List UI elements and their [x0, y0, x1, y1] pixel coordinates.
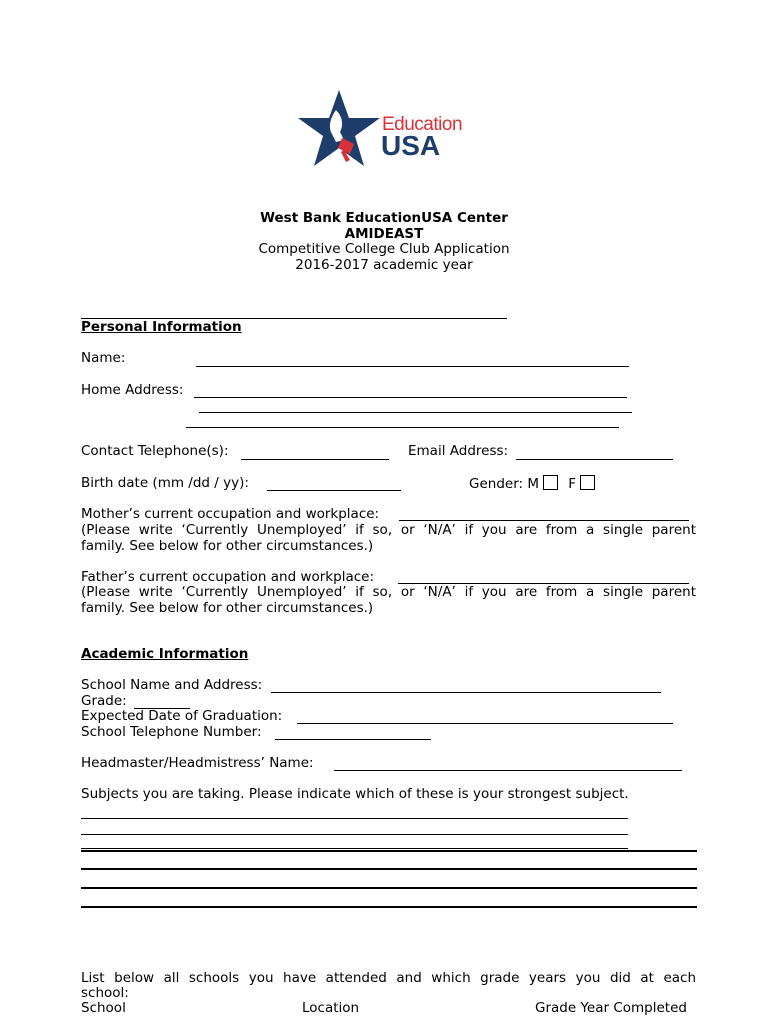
schools-intro-line1: List below all schools you have attended and which grade years you did at each	[81, 970, 696, 986]
mother-note-line1: (Please write ‘Currently Unemployed’ if so, or ‘N/A’ if you are from a single parent	[81, 522, 696, 538]
subjects-line[interactable]	[81, 834, 628, 835]
contact-telephone-label: Contact Telephone(s):	[81, 443, 229, 459]
headmaster-field[interactable]	[334, 770, 682, 771]
academic-year: 2016-2017 academic year	[295, 257, 473, 273]
subjects-line[interactable]	[81, 850, 697, 852]
subjects-line[interactable]	[81, 868, 697, 870]
mother-occupation-label: Mother’s current occupation and workplace:	[81, 506, 380, 522]
birth-date-label: Birth date (mm /dd / yy):	[81, 475, 249, 491]
contact-telephone-field[interactable]	[241, 459, 389, 460]
subjects-line[interactable]	[81, 848, 628, 849]
gender-m-checkbox[interactable]	[543, 475, 558, 490]
gender-group	[469, 475, 595, 492]
organization-name: AMIDEAST	[344, 226, 424, 242]
logo-word-education: Education	[382, 114, 463, 135]
column-header-grade-year: Grade Year Completed	[535, 1000, 687, 1016]
birth-date-field[interactable]	[267, 490, 401, 491]
personal-info-heading: Personal Information	[81, 319, 242, 335]
school-telephone-field[interactable]	[275, 739, 431, 740]
subjects-label: Subjects you are taking. Please indicate which of these is your strongest subject.	[81, 786, 629, 802]
column-header-location: Location	[302, 1000, 360, 1016]
school-telephone-label: School Telephone Number:	[81, 724, 262, 740]
father-occupation-label: Father’s current occupation and workplace:	[81, 569, 374, 585]
application-title: Competitive College Club Application	[258, 241, 510, 257]
home-address-label: Home Address:	[81, 382, 184, 398]
email-label: Email Address:	[408, 443, 509, 459]
gender-f-checkbox[interactable]	[580, 475, 595, 490]
subjects-line[interactable]	[81, 906, 697, 908]
gender-m-label: Gender: M	[469, 476, 539, 492]
graduation-date-label: Expected Date of Graduation:	[81, 708, 283, 724]
name-field[interactable]	[196, 366, 629, 367]
gender-f-label: F	[568, 476, 577, 492]
home-address-field-1[interactable]	[194, 397, 627, 398]
school-name-field[interactable]	[271, 692, 661, 693]
email-field[interactable]	[516, 459, 673, 460]
schools-intro-line2: school:	[81, 985, 129, 1001]
name-label: Name:	[81, 350, 126, 366]
center-title: West Bank EducationUSA Center	[260, 210, 508, 226]
school-name-label: School Name and Address:	[81, 677, 263, 693]
father-note-line1: (Please write ‘Currently Unemployed’ if so, or ‘N/A’ if you are from a single parent	[81, 584, 696, 600]
subjects-line[interactable]	[81, 887, 697, 889]
father-note-line2: family. See below for other circumstances.)	[81, 600, 374, 616]
home-address-field-2[interactable]	[199, 412, 632, 413]
logo-word-usa: USA	[381, 130, 441, 161]
home-address-field-3[interactable]	[186, 427, 619, 428]
academic-info-heading: Academic Information	[81, 646, 249, 662]
headmaster-label: Headmaster/Headmistress’ Name:	[81, 755, 314, 771]
column-header-school: School	[81, 1000, 126, 1016]
mother-occupation-field[interactable]	[399, 520, 689, 521]
mother-note-line2: family. See below for other circumstances.)	[81, 538, 374, 554]
grade-label: Grade:	[81, 693, 127, 709]
star-torch-icon	[292, 88, 382, 168]
subjects-line[interactable]	[81, 818, 628, 819]
graduation-date-field[interactable]	[297, 723, 673, 724]
logo	[292, 88, 482, 168]
